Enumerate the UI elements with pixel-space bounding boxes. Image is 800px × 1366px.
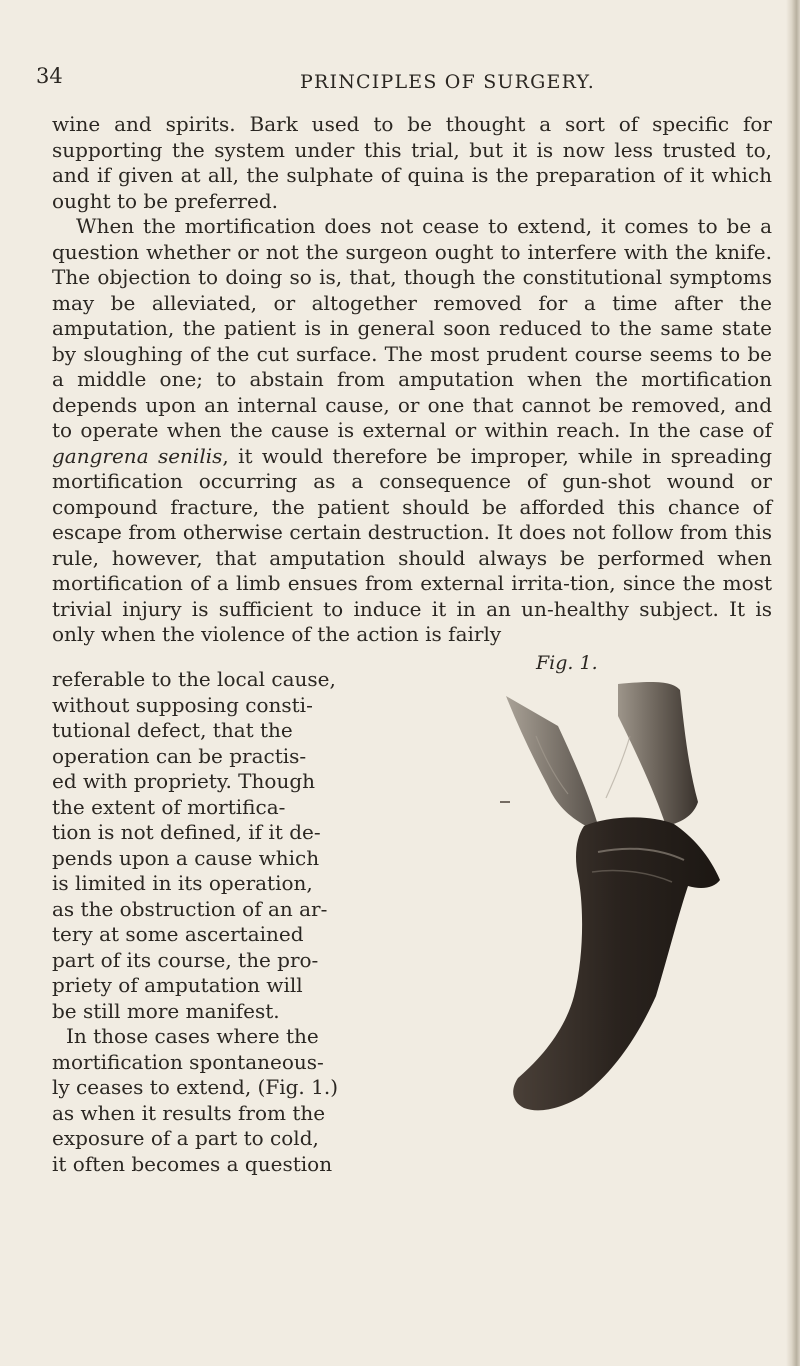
figure-caption: Fig. 1. [536,652,598,674]
column-line: tion is not defined, if it de- [52,820,321,844]
foot-shape [513,817,720,1110]
foot-hatching [606,736,630,798]
leg-bone-shape [506,696,600,832]
paragraph-2 [52,214,772,648]
column-line: priety of amputation will [52,973,303,997]
column-line: it often becomes a question [52,1151,333,1176]
paragraph-2-text-a: When the mortification does not cease to extend, it comes to be a question whether or not the surgeon ought to interfere with the knife. The objection to doing so is, that, though the constitutional symptoms may be alleviated, or altogether removed for a time after the amputation, the patient is in general soon reduced to the same state by sloughing of the cut surface. The most prudent course seems to be a middle one; to abstain from amputation when the mortification depends upon an internal cause, or one that cannot be removed, and to operate when the cause is external or within reach. In the case of [52,214,772,442]
column-line: as when it results from the [52,1100,326,1125]
paragraph-2-text-b: , it would therefore be improper, while in spreading mortification occurring as a consequence of gun-shot wound or compound fracture, the patient should be afforded this chance of escape from otherwise certain destruction. It does not follow from this rule, however, that amputation should always be performed when mortification of a limb ensues from external irrita-tion, since the most trivial injury is sufficient to induce it in an un-healthy subject. It is only when the violence of the action is fairly [52,443,773,646]
figure-1-illustration [488,676,788,1116]
page-edge-shadow [786,0,800,1366]
leg-bone-shape [618,682,698,826]
column-line: tutional defect, that the [52,718,293,742]
column-line: the extent of mortifica- [52,794,286,819]
paragraph-1: wine and spirits. Bark used to be thought a sort of specific for supporting the system under this trial, but it is now less trusted to, and if given at all, the sulphate of quina is the preparation of it which ought to be preferred. [52,112,772,213]
column-line: In those cases where the [66,1024,319,1048]
column-line: as the obstruction of an ar- [52,896,328,921]
column-line: referable to the local cause, [52,667,336,691]
column-line: be still more manifest. [52,998,280,1023]
narrow-column-text [52,667,392,1177]
column-line: exposure of a part to cold, [52,1126,319,1150]
column-line: mortification spontaneous- [52,1049,324,1074]
column-line: operation can be practis- [52,743,307,768]
running-head: PRINCIPLES OF SURGERY. [300,71,596,93]
gangrena-senilis-term: gangrena senilis [52,443,223,468]
column-line: without supposing consti- [52,692,313,717]
body-text [52,112,772,648]
column-line: ly ceases to extend, (Fig. 1.) [52,1075,339,1099]
column-line: is limited in its operation, [52,871,313,895]
page-number: 34 [36,64,63,88]
column-line: ed with propriety. Though [52,769,316,793]
column-line: pends upon a cause which [52,845,320,870]
column-line: tery at some ascertained [52,922,304,946]
column-line: part of its course, the pro- [52,947,319,972]
